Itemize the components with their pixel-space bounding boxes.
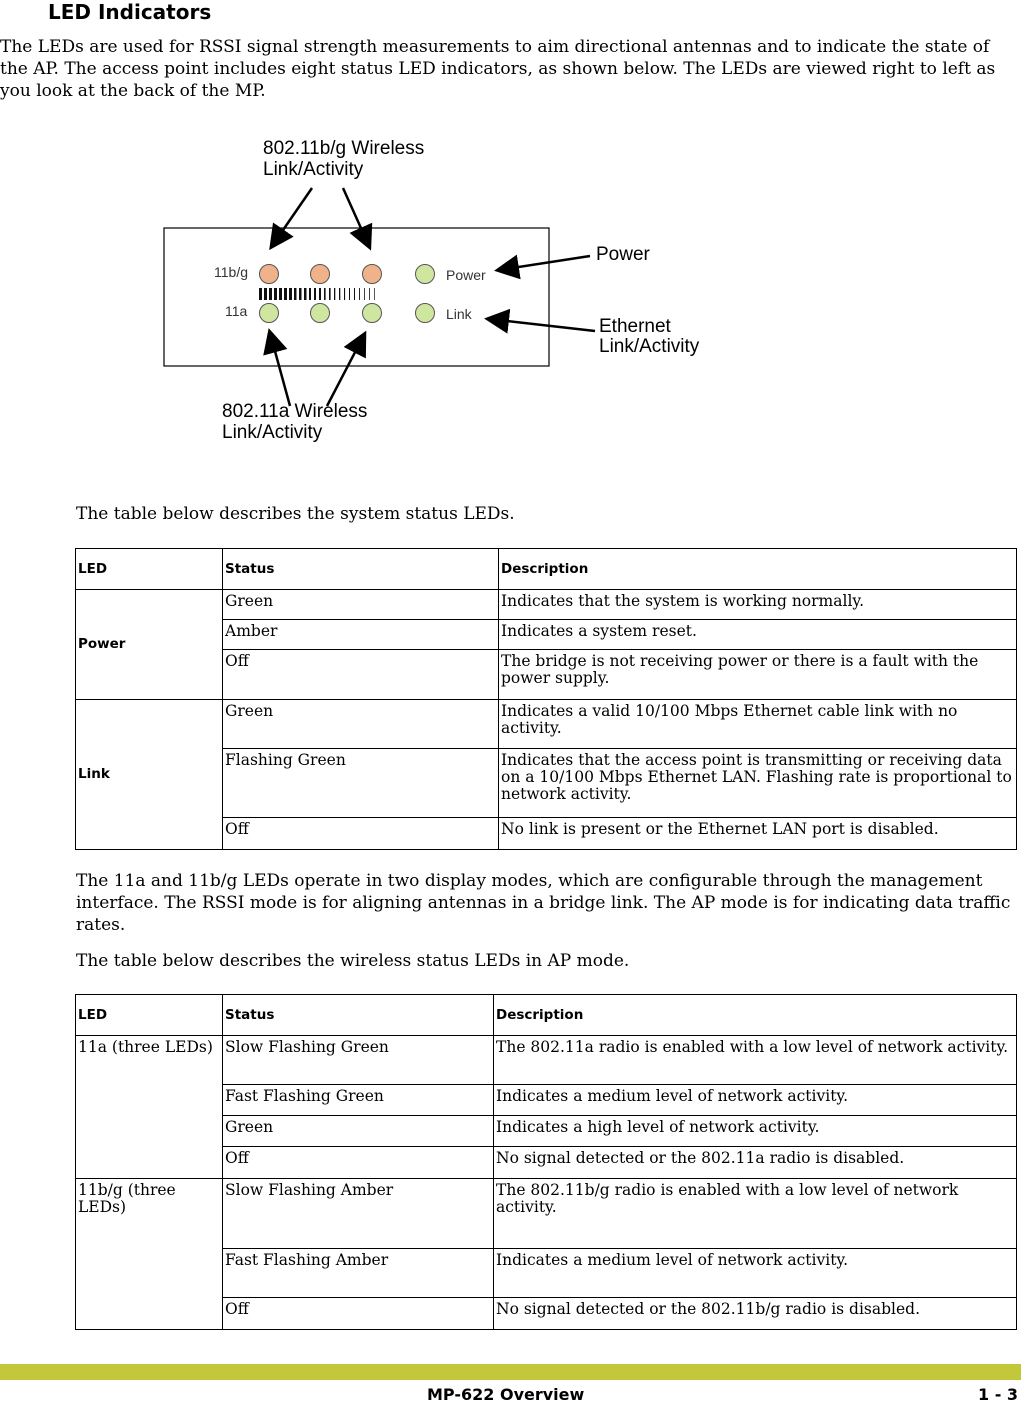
col-header-description: Description <box>494 995 1017 1036</box>
label-power: Power <box>446 267 486 283</box>
system-led-intro: The table below describes the system status LEDs. <box>76 504 515 524</box>
label-link: Link <box>446 306 472 322</box>
col-header-status: Status <box>223 549 499 590</box>
callout-ethernet-line2: Link/Activity <box>599 336 700 357</box>
col-header-led: LED <box>76 549 223 590</box>
status-cell: Green <box>223 700 499 749</box>
status-cell: Fast Flashing Amber <box>223 1249 494 1298</box>
table-row <box>76 1179 1017 1249</box>
status-cell: Green <box>223 590 499 620</box>
led-cell-11bg: 11b/g (three LEDs) <box>76 1179 223 1330</box>
arrow-11a-right <box>327 335 364 406</box>
led-11a-2 <box>311 304 330 323</box>
arrow-11bg-right <box>343 188 369 246</box>
led-link <box>416 304 435 323</box>
callout-11bg-line1: 802.11b/g Wireless <box>263 138 425 159</box>
led-11bg-2 <box>311 265 330 284</box>
led-panel-diagram <box>0 120 760 450</box>
led-11a-3 <box>363 304 382 323</box>
led-cell-power: Power <box>76 590 223 700</box>
arrow-11bg-left <box>272 188 312 246</box>
callout-11a-line1: 802.11a Wireless <box>222 401 368 422</box>
col-header-description: Description <box>499 549 1017 590</box>
section-heading: LED Indicators <box>48 0 212 24</box>
col-header-led: LED <box>76 995 223 1036</box>
led-power <box>416 265 435 284</box>
status-cell: Slow Flashing Green <box>223 1036 494 1085</box>
led-11a-1 <box>260 304 279 323</box>
intro-paragraph: The LEDs are used for RSSI signal strength measurements to aim directional antennas and to indicate the state of the AP. The access point includes eight status LED indicators, as shown below. The LEDs are viewed right to left as you look at the back of the MP. <box>0 37 996 101</box>
description-cell: The bridge is not receiving power or there is a fault with the power supply. <box>499 650 1017 700</box>
arrow-ethernet <box>489 319 595 331</box>
status-cell: Fast Flashing Green <box>223 1085 494 1116</box>
led-cell-link: Link <box>76 700 223 850</box>
led-cell-11a: 11a (three LEDs) <box>76 1036 223 1179</box>
system-status-table <box>75 548 1017 850</box>
status-cell: Off <box>223 1298 494 1330</box>
wireless-led-intro: The table below describes the wireless status LEDs in AP mode. <box>76 951 630 971</box>
status-cell: Off <box>223 818 499 850</box>
callout-power: Power <box>596 244 650 265</box>
rssi-bar-scale <box>259 288 375 300</box>
label-11bg: 11b/g <box>214 264 248 280</box>
display-modes-paragraph: The 11a and 11b/g LEDs operate in two display modes, which are configurable through the management interface. The RSSI mode is for aligning antennas in a bridge link. The AP mode is for indicating data traffic rates. <box>76 871 1011 935</box>
status-cell: Flashing Green <box>223 749 499 818</box>
callout-11bg-line2: Link/Activity <box>263 159 364 180</box>
footer-bar <box>0 1364 1021 1380</box>
description-cell: Indicates that the access point is transmitting or receiving data on a 10/100 Mbps Ethernet LAN. Flashing rate is proportional to network activity. <box>499 749 1017 818</box>
callout-11a-line2: Link/Activity <box>222 422 323 443</box>
page-number: 1 - 3 <box>978 1385 1019 1404</box>
table-row <box>76 700 1017 749</box>
panel-outline <box>164 228 549 366</box>
callout-ethernet-line1: Ethernet <box>599 316 671 337</box>
table-row <box>76 1036 1017 1085</box>
status-cell: Off <box>223 1147 494 1179</box>
led-11bg-3 <box>363 265 382 284</box>
description-cell: No signal detected or the 802.11a radio is disabled. <box>494 1147 1017 1179</box>
description-cell: Indicates that the system is working normally. <box>499 590 1017 620</box>
description-cell: No signal detected or the 802.11b/g radio is disabled. <box>494 1298 1017 1330</box>
table-row <box>76 590 1017 620</box>
description-cell: The 802.11b/g radio is enabled with a low level of network activity. <box>494 1179 1017 1249</box>
status-cell: Off <box>223 650 499 700</box>
description-cell: Indicates a medium level of network activity. <box>494 1249 1017 1298</box>
status-cell: Amber <box>223 620 499 650</box>
description-cell: No link is present or the Ethernet LAN port is disabled. <box>499 818 1017 850</box>
description-cell: Indicates a system reset. <box>499 620 1017 650</box>
led-11bg-1 <box>260 265 279 284</box>
status-cell: Slow Flashing Amber <box>223 1179 494 1249</box>
arrow-power <box>499 256 590 270</box>
col-header-status: Status <box>223 995 494 1036</box>
wireless-status-table <box>75 994 1017 1330</box>
arrow-11a-left <box>270 333 290 406</box>
description-cell: Indicates a valid 10/100 Mbps Ethernet cable link with no activity. <box>499 700 1017 749</box>
footer-title: MP-622 Overview <box>427 1385 585 1404</box>
description-cell: Indicates a medium level of network activity. <box>494 1085 1017 1116</box>
status-cell: Green <box>223 1116 494 1147</box>
description-cell: Indicates a high level of network activity. <box>494 1116 1017 1147</box>
description-cell: The 802.11a radio is enabled with a low level of network activity. <box>494 1036 1017 1085</box>
label-11a: 11a <box>225 303 248 319</box>
